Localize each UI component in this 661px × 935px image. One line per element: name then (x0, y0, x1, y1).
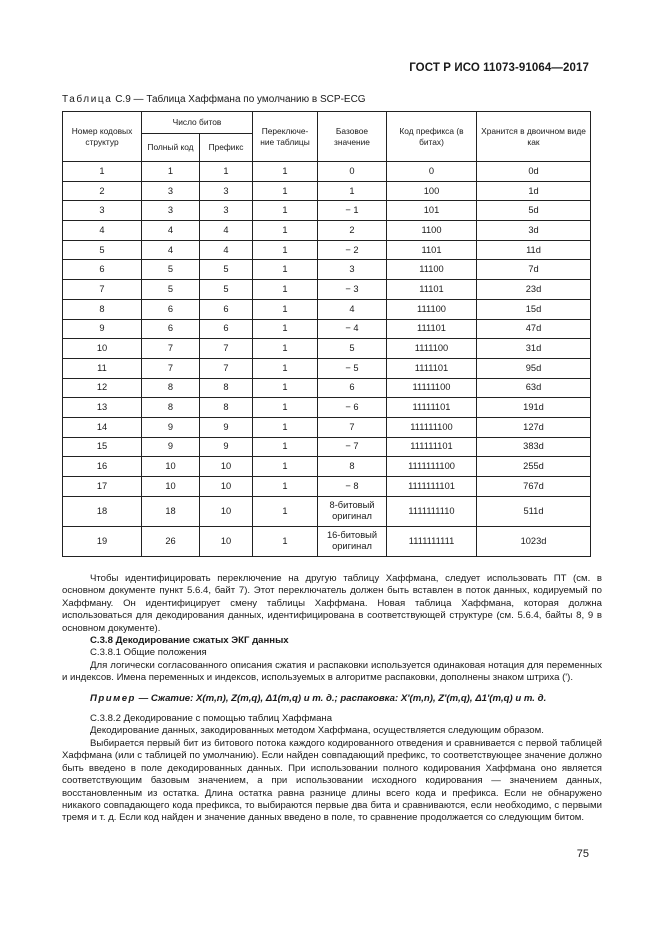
cell-table-switch: 1 (253, 437, 318, 457)
cell-code-number: 8 (63, 299, 142, 319)
cell-stored-binary: 511d (477, 496, 591, 526)
cell-stored-binary: 95d (477, 358, 591, 378)
example-label: Пример (90, 692, 136, 704)
table-row (63, 162, 591, 182)
cell-prefix-code: 1111101 (387, 358, 477, 378)
table-row (63, 417, 591, 437)
table-row (63, 201, 591, 221)
cell-prefix-code: 111101 (387, 319, 477, 339)
cell-prefix-code: 1111100 (387, 339, 477, 359)
cell-stored-binary: 1d (477, 181, 591, 201)
cell-code-number: 12 (63, 378, 142, 398)
header-full-code: Полный код (142, 134, 200, 162)
header-table-switch: Переключе-ние таблицы (253, 112, 318, 162)
cell-full-code: 9 (142, 417, 200, 437)
header-prefix-code: Код префикса (в битах) (387, 112, 477, 162)
header-base-value: Базовое значение (318, 112, 387, 162)
cell-full-code: 4 (142, 221, 200, 241)
cell-prefix: 3 (200, 201, 253, 221)
cell-prefix-code: 11101 (387, 280, 477, 300)
cell-prefix: 4 (200, 240, 253, 260)
cell-full-code: 1 (142, 162, 200, 182)
cell-stored-binary: 31d (477, 339, 591, 359)
table-row (63, 240, 591, 260)
cell-prefix-code: 11111100 (387, 378, 477, 398)
cell-table-switch: 1 (253, 358, 318, 378)
cell-full-code: 6 (142, 299, 200, 319)
cell-prefix-code: 111111101 (387, 437, 477, 457)
cell-code-number: 16 (63, 457, 142, 477)
table-row (63, 496, 591, 526)
cell-prefix: 3 (200, 181, 253, 201)
cell-prefix: 7 (200, 339, 253, 359)
cell-table-switch: 1 (253, 339, 318, 359)
cell-prefix: 5 (200, 280, 253, 300)
page-number: 75 (576, 848, 589, 860)
cell-prefix-code: 1111111101 (387, 477, 477, 497)
header-stored-binary: Хранится в двоичном виде как (477, 112, 591, 162)
cell-base-value: − 6 (318, 398, 387, 418)
cell-table-switch: 1 (253, 299, 318, 319)
cell-stored-binary: 255d (477, 457, 591, 477)
cell-table-switch: 1 (253, 221, 318, 241)
cell-full-code: 9 (142, 437, 200, 457)
cell-prefix-code: 1111111110 (387, 496, 477, 526)
table-row (63, 280, 591, 300)
cell-full-code: 3 (142, 181, 200, 201)
cell-prefix-code: 11100 (387, 260, 477, 280)
cell-code-number: 6 (63, 260, 142, 280)
header-bit-count: Число битов (142, 112, 253, 134)
cell-stored-binary: 127d (477, 417, 591, 437)
table-row (63, 378, 591, 398)
cell-code-number: 3 (63, 201, 142, 221)
cell-table-switch: 1 (253, 477, 318, 497)
cell-code-number: 19 (63, 526, 142, 556)
cell-base-value: 2 (318, 221, 387, 241)
table-row (63, 181, 591, 201)
cell-table-switch: 1 (253, 162, 318, 182)
cell-stored-binary: 383d (477, 437, 591, 457)
document-header: ГОСТ Р ИСО 11073-91064—2017 (409, 62, 589, 74)
cell-prefix: 4 (200, 221, 253, 241)
cell-base-value: − 2 (318, 240, 387, 260)
cell-prefix-code: 101 (387, 201, 477, 221)
cell-base-value: 4 (318, 299, 387, 319)
cell-code-number: 14 (63, 417, 142, 437)
table-row (63, 437, 591, 457)
table-row (63, 299, 591, 319)
table-row (63, 221, 591, 241)
body-text (62, 573, 602, 825)
cell-full-code: 5 (142, 280, 200, 300)
cell-stored-binary: 767d (477, 477, 591, 497)
paragraph-decoding-intro: Декодирование данных, закодированных методом Хаффмана, осуществляется следующим образом. (90, 725, 544, 737)
header-code-number: Номер кодовых структур (63, 112, 142, 162)
cell-stored-binary: 23d (477, 280, 591, 300)
cell-table-switch: 1 (253, 417, 318, 437)
cell-full-code: 26 (142, 526, 200, 556)
cell-code-number: 2 (63, 181, 142, 201)
table-row (63, 260, 591, 280)
cell-prefix: 1 (200, 162, 253, 182)
cell-prefix-code: 1101 (387, 240, 477, 260)
cell-full-code: 10 (142, 477, 200, 497)
cell-base-value: 1 (318, 181, 387, 201)
cell-prefix: 8 (200, 398, 253, 418)
cell-code-number: 9 (63, 319, 142, 339)
cell-base-value: 8 (318, 457, 387, 477)
cell-base-value: − 4 (318, 319, 387, 339)
cell-prefix: 7 (200, 358, 253, 378)
cell-stored-binary: 0d (477, 162, 591, 182)
cell-full-code: 10 (142, 457, 200, 477)
cell-code-number: 18 (63, 496, 142, 526)
cell-table-switch: 1 (253, 496, 318, 526)
cell-base-value: 6 (318, 378, 387, 398)
cell-base-value: − 7 (318, 437, 387, 457)
cell-prefix-code: 11111101 (387, 398, 477, 418)
subsection-heading-huffman: С.3.8.2 Декодирование с помощью таблиц Хаффмана (90, 713, 333, 725)
cell-prefix: 9 (200, 417, 253, 437)
cell-prefix-code: 1100 (387, 221, 477, 241)
huffman-table (62, 111, 591, 557)
cell-prefix-code: 0 (387, 162, 477, 182)
cell-prefix-code: 100 (387, 181, 477, 201)
cell-stored-binary: 15d (477, 299, 591, 319)
cell-base-value: − 5 (318, 358, 387, 378)
cell-prefix: 9 (200, 437, 253, 457)
cell-base-value: − 8 (318, 477, 387, 497)
cell-code-number: 1 (63, 162, 142, 182)
cell-table-switch: 1 (253, 260, 318, 280)
cell-base-value: − 3 (318, 280, 387, 300)
cell-base-value: 0 (318, 162, 387, 182)
table-caption-text: С.9 — Таблица Хаффмана по умолчанию в SCP-ECG (112, 94, 366, 105)
table-row (63, 358, 591, 378)
cell-stored-binary: 3d (477, 221, 591, 241)
table-row (63, 398, 591, 418)
table-body (63, 162, 591, 557)
cell-full-code: 5 (142, 260, 200, 280)
section-heading: С.3.8 Декодирование сжатых ЭКГ данных (90, 635, 289, 647)
cell-prefix: 10 (200, 526, 253, 556)
cell-stored-binary: 63d (477, 378, 591, 398)
cell-stored-binary: 47d (477, 319, 591, 339)
cell-code-number: 11 (63, 358, 142, 378)
cell-base-value: 8-битовый оригинал (318, 496, 387, 526)
cell-table-switch: 1 (253, 457, 318, 477)
example-text: — Сжатие: X(m,n), Z(m,q), Δ1(m,q) и т. д.; распаковка: X'(m,n), Z'(m,q), Δ1'(m,q) и т. д. (135, 692, 547, 704)
cell-code-number: 17 (63, 477, 142, 497)
cell-code-number: 13 (63, 398, 142, 418)
paragraph-switch: Чтобы идентифицировать переключение на другую таблицу Хаффмана, следует использовать ПТ (см. в основном документе пункт 5.6.4, байт 7). Этот переключатель должен быть вставлен в поток данных, кодируемый по Хаффману. Он идентифицирует смену таблицы Хаффмана. Новая таблица Хаффмана, которая должна использоваться для декодирования данных, идентифицирована в соответствующей структуре (см. 5.6.4, байты 8, 9 в основном документе). (62, 573, 602, 634)
cell-full-code: 7 (142, 339, 200, 359)
cell-table-switch: 1 (253, 378, 318, 398)
cell-prefix: 10 (200, 477, 253, 497)
table-row (63, 477, 591, 497)
cell-prefix-code: 1111111111 (387, 526, 477, 556)
cell-prefix-code: 111111100 (387, 417, 477, 437)
header-prefix: Префикс (200, 134, 253, 162)
cell-prefix: 5 (200, 260, 253, 280)
cell-stored-binary: 7d (477, 260, 591, 280)
cell-stored-binary: 11d (477, 240, 591, 260)
cell-full-code: 3 (142, 201, 200, 221)
example-line (62, 693, 602, 705)
cell-full-code: 8 (142, 378, 200, 398)
cell-table-switch: 1 (253, 201, 318, 221)
paragraph-notation: Для логически согласованного описания сжатия и распаковки используется одинаковая нотация для переменных и индексов. Имена переменных и индексов, используемых в алгоритме распаковки, дополнены знаком штриха ('). (62, 659, 602, 684)
table-row (63, 319, 591, 339)
cell-table-switch: 1 (253, 398, 318, 418)
table-row (63, 526, 591, 556)
cell-prefix: 10 (200, 457, 253, 477)
cell-stored-binary: 5d (477, 201, 591, 221)
table-row (63, 339, 591, 359)
cell-base-value: 5 (318, 339, 387, 359)
cell-code-number: 4 (63, 221, 142, 241)
cell-table-switch: 1 (253, 280, 318, 300)
cell-prefix: 6 (200, 299, 253, 319)
cell-code-number: 5 (63, 240, 142, 260)
cell-base-value: 3 (318, 260, 387, 280)
cell-base-value: 16-битовый оригинал (318, 526, 387, 556)
cell-stored-binary: 191d (477, 398, 591, 418)
cell-prefix: 8 (200, 378, 253, 398)
paragraph-decoding-process: Выбирается первый бит из битового потока каждого кодированного отведения и сравнивается с первой таблицей Хаффмана (или с таблицей по умолчанию). Если найден совпадающий префикс, то соответствующее значение должно быть введено в поле декодированных данных. При использовании полного кодирования Хаффмана оно является соответствующим базовым значением, а при использовании исходного кодирования — значением данных, восстановленным из остатка. Длина остатка равна разнице длины всего кода и префикса. Если не обнаружено никакого совпадающего кода префикса, то выбираются первые два бита и сравниваются, если необходимо, с первыми тремя и т. д. Если код найден и значение данных введено в поле, то сравнение продолжается со следующим битом. (62, 737, 602, 824)
cell-code-number: 15 (63, 437, 142, 457)
cell-table-switch: 1 (253, 240, 318, 260)
cell-table-switch: 1 (253, 319, 318, 339)
table-caption-label: Таблица (62, 94, 113, 105)
cell-prefix-code: 1111111100 (387, 457, 477, 477)
table-row (63, 457, 591, 477)
cell-prefix-code: 111100 (387, 299, 477, 319)
cell-table-switch: 1 (253, 526, 318, 556)
subsection-heading-general: С.3.8.1 Общие положения (90, 647, 207, 659)
cell-prefix: 6 (200, 319, 253, 339)
cell-full-code: 18 (142, 496, 200, 526)
cell-table-switch: 1 (253, 181, 318, 201)
cell-base-value: 7 (318, 417, 387, 437)
cell-stored-binary: 1023d (477, 526, 591, 556)
cell-full-code: 8 (142, 398, 200, 418)
cell-full-code: 7 (142, 358, 200, 378)
cell-code-number: 10 (63, 339, 142, 359)
cell-full-code: 4 (142, 240, 200, 260)
cell-full-code: 6 (142, 319, 200, 339)
cell-code-number: 7 (63, 280, 142, 300)
table-caption (62, 94, 366, 105)
cell-base-value: − 1 (318, 201, 387, 221)
cell-prefix: 10 (200, 496, 253, 526)
